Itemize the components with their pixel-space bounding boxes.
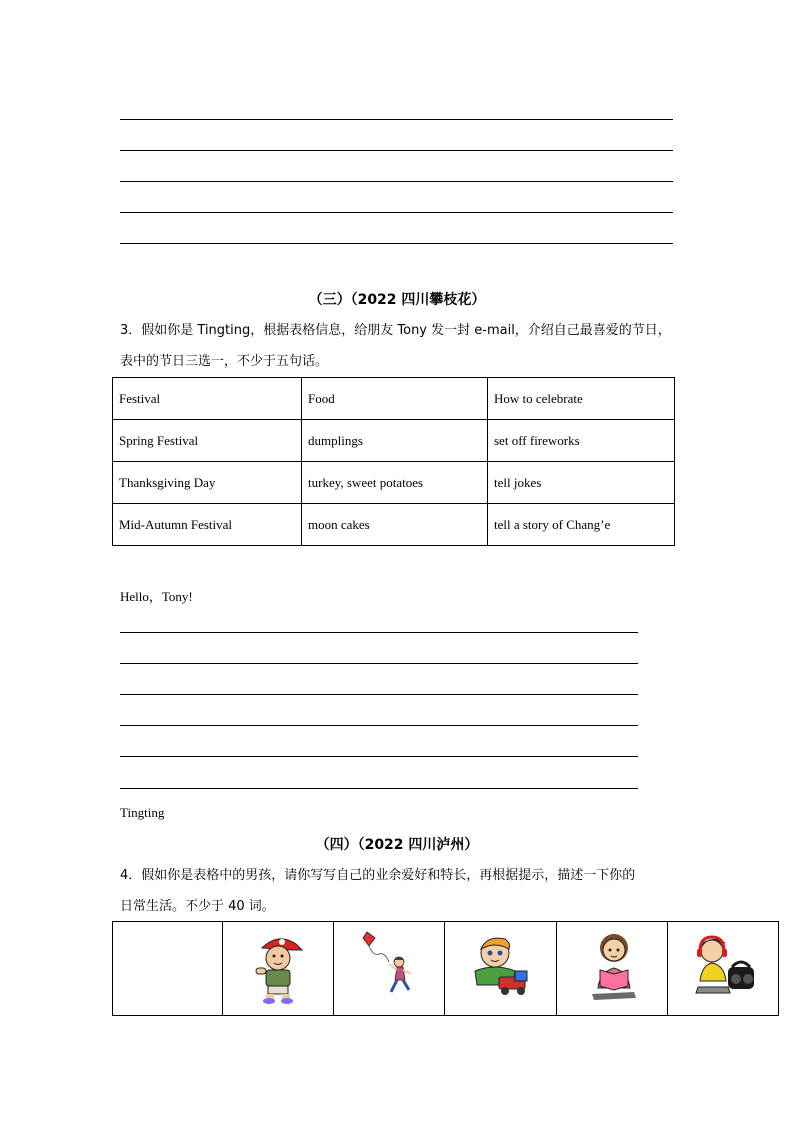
answer-line: [120, 212, 673, 213]
table-row: [113, 420, 675, 462]
section-4-prompt: [120, 860, 680, 922]
festival-table: [112, 377, 675, 546]
letter-greeting: Hello，Tony!: [120, 589, 193, 604]
prompt-line: 4．假如你是表格中的男孩，请你写写自己的业余爱好和特长，再根据提示，描述一下你的: [120, 868, 636, 883]
table-cell: dumplings: [302, 420, 488, 462]
picture-cell: [223, 922, 334, 1016]
section-3-heading: （三）（2022 四川攀枝花）: [308, 292, 486, 308]
prompt-line: 日常生活。不少于 40 词。: [120, 899, 275, 914]
table-cell: turkey, sweet potatoes: [302, 462, 488, 504]
picture-cell: [445, 922, 556, 1016]
answer-line: [120, 632, 638, 633]
table-cell: tell a story of Chang’e: [488, 504, 675, 546]
table-cell: set off fireworks: [488, 420, 675, 462]
table-cell: Thanksgiving Day: [113, 462, 302, 504]
answer-line: [120, 243, 673, 244]
table-header-cell: Food: [302, 378, 488, 420]
letter-signature: Tingting: [120, 805, 165, 820]
table-row: [113, 504, 675, 546]
girl-flying-kite-icon: [359, 928, 419, 1004]
empty-cell: [113, 922, 223, 1016]
hobby-picture-table: [112, 921, 779, 1016]
picture-cell: [556, 922, 667, 1016]
table-header-cell: Festival: [113, 378, 302, 420]
answer-line: [120, 694, 638, 695]
boy-with-cap-icon: [248, 928, 308, 1004]
table-header-row: [113, 378, 675, 420]
answer-line: [120, 119, 673, 120]
table-cell: Mid-Autumn Festival: [113, 504, 302, 546]
picture-cell: [334, 922, 445, 1016]
table-header-cell: How to celebrate: [488, 378, 675, 420]
table-row: [113, 462, 675, 504]
answer-line: [120, 725, 638, 726]
boy-playing-toy-truck-icon: [465, 931, 535, 1001]
answer-line: [120, 788, 638, 789]
table-row: [113, 922, 779, 1016]
table-cell: moon cakes: [302, 504, 488, 546]
answer-line: [120, 150, 673, 151]
girl-reading-book-icon: [582, 928, 642, 1004]
table-cell: tell jokes: [488, 462, 675, 504]
picture-cell: [667, 922, 778, 1016]
section-3-prompt: [120, 315, 680, 377]
boy-listening-music-icon: [688, 931, 758, 1001]
answer-line: [120, 756, 638, 757]
table-cell: Spring Festival: [113, 420, 302, 462]
prompt-line: 3．假如你是 Tingting，根据表格信息，给朋友 Tony 发一封 e-mail，介绍自己最喜爱的节日，: [120, 323, 671, 338]
section-4-heading: （四）（2022 四川泸州）: [315, 837, 479, 853]
answer-line: [120, 663, 638, 664]
prompt-line: 表中的节日三选一，不少于五句话。: [120, 354, 329, 369]
answer-line: [120, 181, 673, 182]
